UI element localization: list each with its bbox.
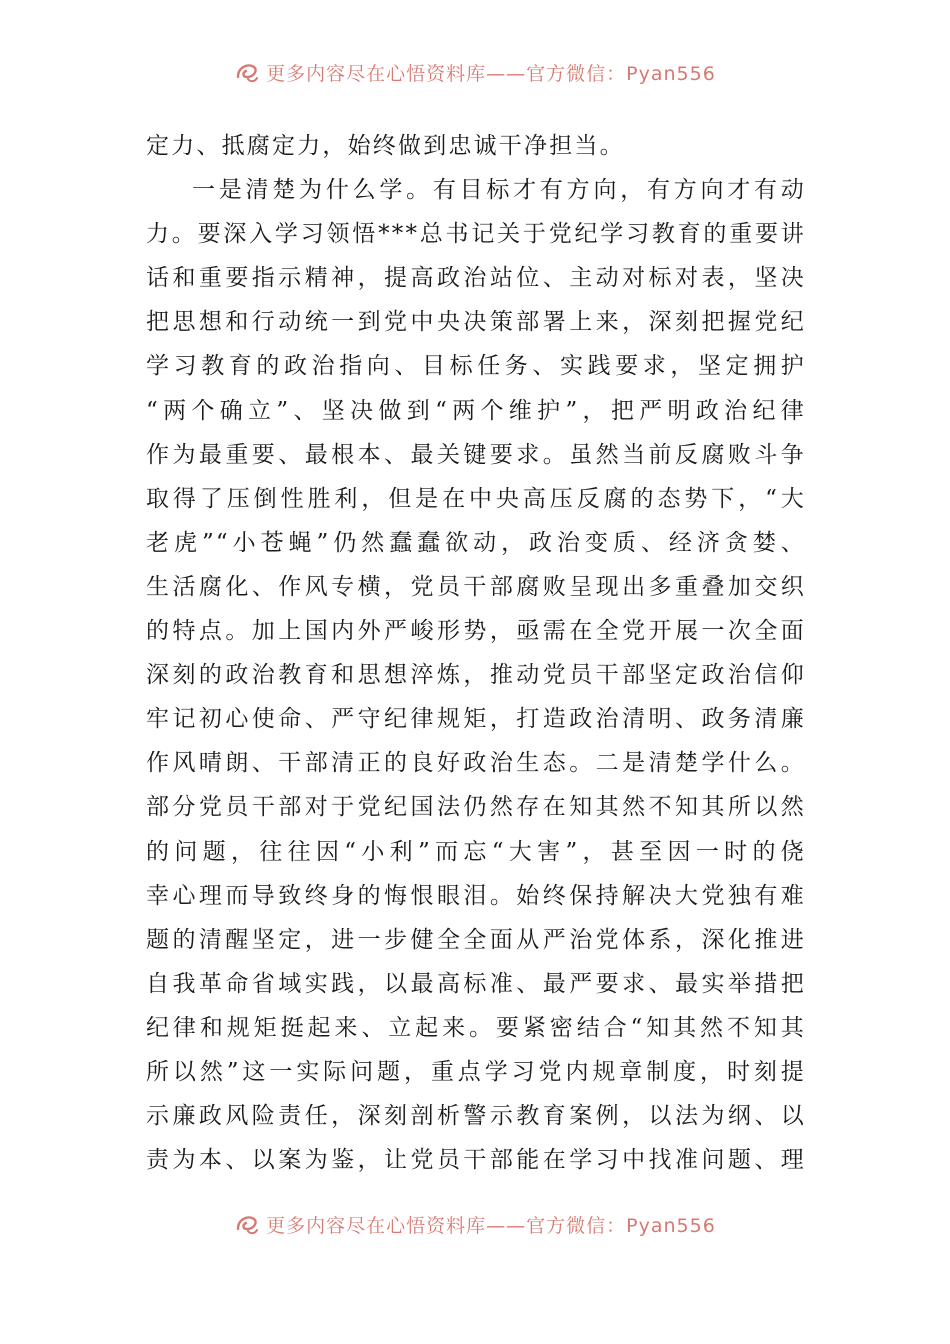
text-line: 生活腐化、作风专横，党员干部腐败呈现出多重叠加交织: [146, 573, 806, 600]
text-line: 定力、抵腐定力，始终做到忠诚干净担当。: [146, 133, 625, 159]
document-body: [146, 124, 806, 1182]
text-line: 示廉政风险责任，深刻剖析警示教育案例，以法为纲、以: [146, 1103, 806, 1130]
text-line: 责为本、以案为鉴，让党员干部能在学习中找准问题、理: [146, 1147, 806, 1174]
text-line: 作为最重要、最根本、最关键要求。虽然当前反腐败斗争: [146, 441, 806, 468]
text-line: 自我革命省域实践，以最高标准、最严要求、最实举措把: [146, 970, 806, 997]
text-line: 学习教育的政治指向、目标任务、实践要求，坚定拥护: [146, 353, 806, 380]
text-line: 取得了压倒性胜利，但是在中央高压反腐的态势下，“大: [146, 485, 806, 512]
text-line: 部分党员干部对于党纪国法仍然存在知其然不知其所以然: [146, 794, 806, 821]
text-line: “两个确立”、坚决做到“两个维护”，把严明政治纪律: [146, 397, 806, 424]
text-line: 纪律和规矩挺起来、立起来。要紧密结合“知其然不知其: [146, 1014, 806, 1041]
watermark-logo-icon: [234, 1211, 260, 1237]
header-watermark: [0, 52, 950, 92]
watermark-logo-icon: [234, 59, 260, 85]
text-line: 的特点。加上国内外严峻形势，亟需在全党开展一次全面: [146, 618, 806, 645]
footer-watermark: [0, 1204, 950, 1244]
text-line: 作风晴朗、干部清正的良好政治生态。二是清楚学什么。: [146, 750, 806, 777]
watermark-text: 更多内容尽在心悟资料库——官方微信：Pyan556: [266, 1214, 716, 1237]
text-line: 话和重要指示精神，提高政治站位、主动对标对表，坚决: [146, 265, 806, 292]
text-line: 把思想和行动统一到党中央决策部署上来，深刻把握党纪: [146, 309, 806, 336]
text-line: 深刻的政治教育和思想淬炼，推动党员干部坚定政治信仰: [146, 662, 806, 689]
text-line: 力。要深入学习领悟***总书记关于党纪学习教育的重要讲: [146, 221, 806, 248]
text-line: 老虎”“小苍蝇”仍然蠢蠢欲动，政治变质、经济贪婪、: [146, 529, 806, 556]
text-line: 幸心理而导致终身的悔恨眼泪。始终保持解决大党独有难: [146, 882, 806, 909]
text-line: 一是清楚为什么学。有目标才有方向，有方向才有动: [192, 177, 806, 204]
text-line: 的问题，往往因“小利”而忘“大害”，甚至因一时的侥: [146, 838, 806, 865]
text-line: 所以然”这一实际问题，重点学习党内规章制度，时刻提: [146, 1058, 806, 1085]
text-line: 题的清醒坚定，进一步健全全面从严治党体系，深化推进: [146, 926, 806, 953]
watermark-text: 更多内容尽在心悟资料库——官方微信：Pyan556: [266, 62, 716, 85]
text-line: 牢记初心使命、严守纪律规矩，打造政治清明、政务清廉: [146, 706, 806, 733]
